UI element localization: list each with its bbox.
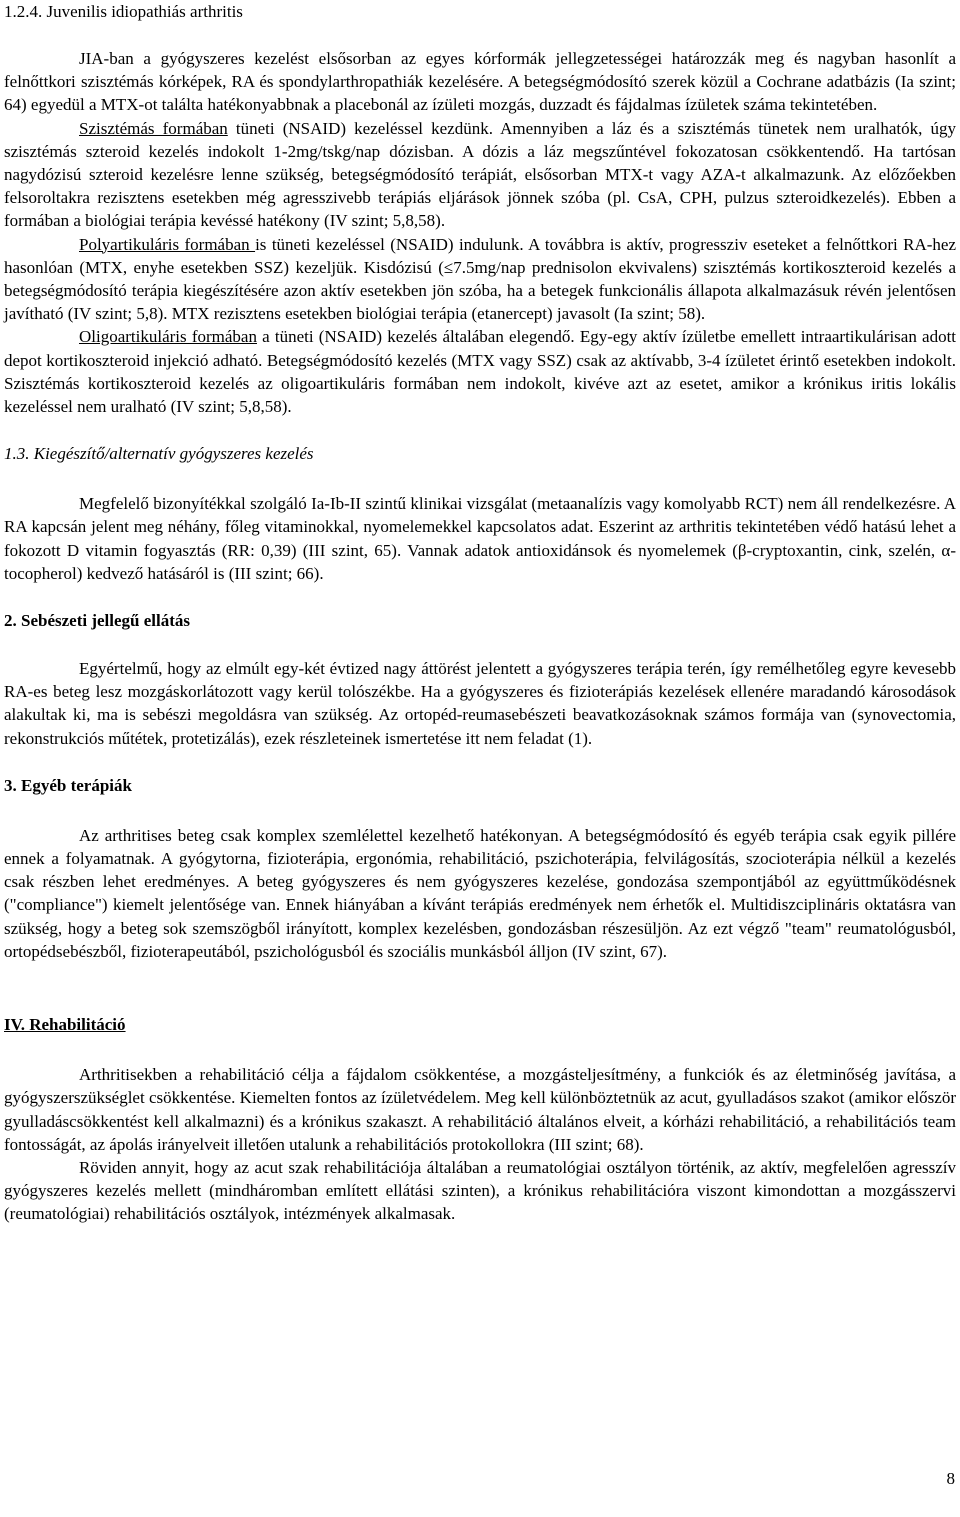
section-heading-surgery: 2. Sebészeti jellegű ellátás (4, 611, 191, 631)
jia-intro-paragraph (4, 47, 956, 117)
page-number: 8 (946, 1469, 955, 1488)
section-heading-rehabilitation: IV. Rehabilitáció (4, 1015, 126, 1035)
section-heading-jia: 1.2.4. Juvenilis idiopathiás arthritis (4, 2, 243, 21)
alternative-paragraph: Megfelelő bizonyítékkal szolgáló Ia-Ib-II szintű klinikai vizsgálat (metaanalízis vagy komolyabb RCT) nem áll rendelkezésre. A RA kapcsán jelent meg néhány, főleg vitaminokkal, nyomelemekkel kapcsolatos adat. Eszerint az arthritis tekintetében védő hatású lehet a fokozott D vitamin fogyasztás (RR: 0,39) (III szint, 65). Vannak adatok antioxidánsok és nyomelemek (β-cryptoxantin, cink, szelén, α-tocopherol) kedvező hatásáról is (III szint; 66). (4, 494, 956, 583)
systemic-form-label: Szisztémás formában (79, 118, 228, 138)
polyarticular-form-label: Polyartikuláris formában (79, 234, 256, 254)
oligoarticular-form-label: Oligoartikuláris formában (79, 327, 257, 347)
surgery-paragraph: Egyértelmű, hogy az elmúlt egy-két évtized nagy áttörést jelentett a gyógyszeres terápia terén, így remélhetőleg egyre kevesebb RA-es beteg lesz mozgáskorlátozott vagy kerül tolószékbe. Ha a gyógyszeres és fizioterápiás kezelések ellenére maradandó károsodások alakultak ki, ma is sebészi megoldásra van szükség. Az ortopéd-reumasebészeti beavatkozásoknak számos formája van (synovectomia, rekonstrukciós műtétek, protetizálás), ezek részleteinek ismertetése itt nem feladat (1). (4, 659, 956, 748)
document-page (4, 0, 956, 1226)
polyarticular-form-text: is tüneti kezeléssel (NSAID) indulunk. A továbbra is aktív, progressziv eseteket a felnőttkori RA-hez hasonlóan (MTX, enyhe esetekben SSZ) kezeljük. Kisdózisú (≤7.5mg/nap prednisolon ekvivalens) szisztémás kortikoszteroid kezelés a betegségmódosító terápia kiegészítésére azon aktív esetekben jön szóba, ha a betegek funkcionális állapota alkalmazásuk révén jelentősen javítható (IV szint; 5,8). MTX rezisztens esetekben biológiai terápia (etanercept) javasolt (Ia szint; 58). (4, 234, 956, 324)
jia-systemic-paragraph (4, 117, 956, 233)
jia-polyarticular-paragraph (4, 233, 956, 326)
jia-intro-text: JIA-ban a gyógyszeres kezelést elsősorban az egyes kórformák jellegzetességei határozzák meg és nagyban hasonlít a felnőttkori szisztémás kórképek, RA és spondylarthropathiák kezelésére. A betegségmódosító szerek közül a Cochrane adatbázis (Ia szint; 64) egyedül a MTX-ot találta hatékonyabbnak a placebonál az ízületi mozgás, duzzadt és fájdalmas ízületek száma tekintetében. (4, 49, 956, 115)
section-heading-other-therapies: 3. Egyéb terápiák (4, 775, 132, 795)
oligoarticular-form-text: a tüneti (NSAID) kezelés általában elegendő. Egy-egy aktív ízületbe emellett intraartikulárisan adott depot kortikoszteroid injekció adható. Betegségmódosító kezelés (MTX vagy SSZ) csak az aktívabb, 3-4 ízületet érintő esetekben indokolt. Szisztémás kortikoszteroid kezelés az oligoartikuláris formában nem indokolt, kivéve azt az esetet, amikor a krónikus iritis lokális kezeléssel nem uralható (IV szint; 5,8,58). (4, 327, 957, 417)
section-heading-alternative: 1.3. Kiegészítő/alternatív gyógyszeres kezelés (4, 444, 314, 464)
jia-oligoarticular-paragraph (4, 325, 956, 418)
other-therapies-paragraph: Az arthritises beteg csak komplex szemlélettel kezelhető hatékonyan. A betegségmódosító és egyéb terápia csak egyik pillére ennek a folyamatnak. A gyógytorna, fizioterápia, ergonómia, rehabilitáció, pszichoterápia, felvilágosítás, szocioterápia nélkül a kezelés csak részben lehet eredményes. A beteg gyógyszeres és nem gyógyszeres kezelése, gondozása szempontjából az együttműködésnek ("compliance") kiemelt jelentősége van. Ennek hiányában a kívánt terápiás eredmények nem érhetők el. Multidiszciplináris oktatásra van szükség, hogy a beteg sok szemszögből irányított, komplex kezelésben, gondozásban részesüljön. Az ezt végző "team" reumatológusból, ortopédsebészből, fizioterapeutából, pszichológusból és szociális munkásból álljon (IV szint, 67). (4, 825, 956, 961)
systemic-form-text: tüneti (NSAID) kezeléssel kezdünk. Amennyiben a láz és a szisztémás tünetek nem uralhatók, úgy szisztémás szteroid kezelés indokolt 1-2mg/tskg/nap dózisban. A dózis a láz megszűntével fokozatosan csökkentendő. Ha tartósan nagydózisú szteroid kezelésre lenne szükség, betegségmódosító terápiát, elsősorban MTX-t vagy AZA-t alkalmazunk. Az előzőekben felsoroltakra rezisztens esetekben még agresszivebb terápiás eljárások jönnek szóba (pl. CsA, CPH, pulzus szteroidkezelés). Ebben a formában a biológiai terápia kevéssé hatékony (IV szint; 5,8,58). (4, 118, 956, 231)
rehabilitation-paragraph-1: Arthritisekben a rehabilitáció célja a fájdalom csökkentése, a mozgásteljesítmény, a funkciók és az életminőség javítása, a gyógyszerszükséglet csökkentése. Kiemelten fontos az ízületvédelem. Meg kell különböztetnük az acut, gyulladásos szakot (amikor először gyulladáscsökkentést kell alkalmazni) és a krónikus szakaszt. A rehabilitáció általános elveit, a kórházi rehabilitáció, a rehabilitációs team fontosságát, az ápolás irányelveit illetően utalunk a rehabilitációs protokollokra (III szint; 68). (4, 1065, 956, 1154)
rehabilitation-paragraph-2: Röviden annyit, hogy az acut szak rehabilitációja általában a reumatológiai osztályon történik, az aktív, megfelelően agresszív gyógyszeres kezelés mellett (mindháromban említett ellátási szinten), a krónikus rehabilitációra viszont kimondottan a mozgásszervi (reumatológiai) rehabilitációs osztályok, intézmények alkalmasak. (4, 1157, 956, 1224)
